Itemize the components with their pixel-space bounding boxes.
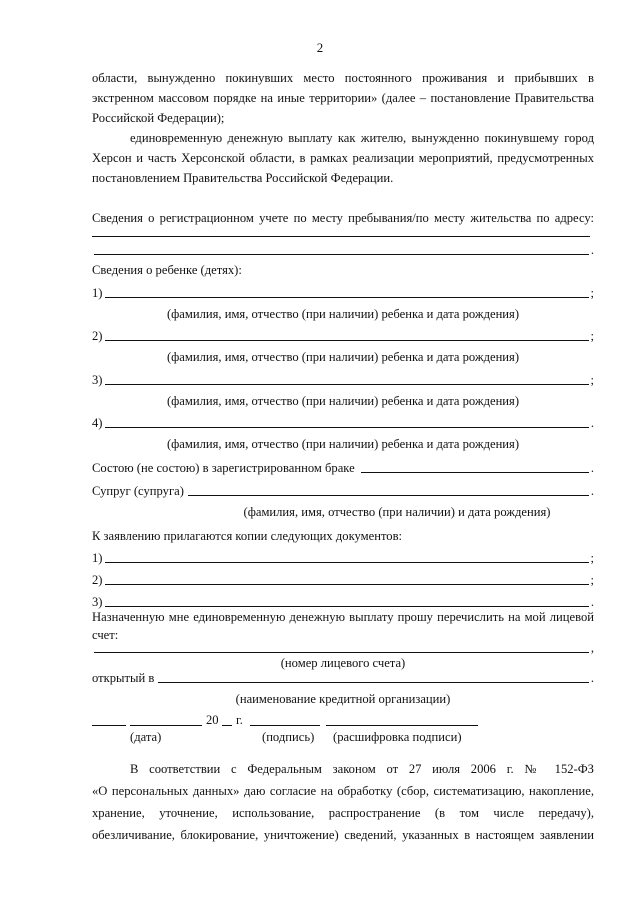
bank-caption: (наименование кредитной организации) (235, 692, 451, 706)
marriage-end: . (590, 461, 594, 475)
spouse-caption: (фамилия, имя, отчество (при наличии) и дата рождения) (243, 505, 551, 519)
payment-line2: счет: (92, 628, 119, 642)
registration-address-field-2[interactable] (94, 253, 589, 255)
document-num: 1) (92, 551, 103, 565)
registration-address-row-2 (92, 242, 594, 258)
child-row-2 (92, 328, 594, 344)
consent-line2: «О персональных данных» даю согласие на обработку (сбор, систематизацию, накопление, (92, 784, 594, 798)
document-num: 3) (92, 595, 103, 609)
document-row-1 (92, 550, 594, 566)
consent-line4: обезличивание, блокирование, уничтожение) сведений, указанных в настоящем заявлении (92, 828, 594, 842)
child-row-1 (92, 285, 594, 301)
document-field[interactable] (105, 561, 589, 563)
year-prefix: 20 (206, 713, 219, 727)
page-number: 2 (316, 40, 324, 55)
document-end: ; (590, 573, 594, 587)
document-end: ; (590, 551, 594, 565)
para1-line3: Российской Федерации); (92, 111, 225, 125)
child-row-3 (92, 372, 594, 388)
document-field[interactable] (105, 605, 589, 607)
child-end: ; (590, 329, 594, 343)
account-end: , (590, 641, 594, 655)
account-row (92, 640, 594, 656)
para1-line2: экстренном массовом порядке на иные территории» (далее – постановление Правительства (92, 91, 594, 105)
child-num: 1) (92, 286, 103, 300)
documents-label: К заявлению прилагаются копии следующих документов: (92, 529, 403, 543)
document-field[interactable] (105, 583, 589, 585)
children-label: Сведения о ребенке (детях): (92, 263, 242, 277)
account-number-field[interactable] (94, 651, 589, 653)
para2-line1: единовременную денежную выплату как жителю, вынужденно покинувшему город (130, 131, 594, 145)
child-field[interactable] (105, 426, 589, 428)
child-caption: (фамилия, имя, отчество (при наличии) ребенка и дата рождения) (166, 394, 520, 408)
registration-label: Сведения о регистрационном учете по месту пребывания/по месту жительства по адресу: (92, 211, 594, 225)
child-caption: (фамилия, имя, отчество (при наличии) ребенка и дата рождения) (166, 350, 520, 364)
document-end: . (590, 595, 594, 609)
signature-decoding-caption: (расшифровка подписи) (333, 730, 462, 744)
document-row-2 (92, 572, 594, 588)
opened-label: открытый в (92, 671, 155, 685)
signature-caption: (подпись) (262, 730, 315, 744)
child-field[interactable] (105, 339, 589, 341)
signature-decoding-field[interactable] (326, 725, 478, 726)
marriage-field[interactable] (361, 471, 589, 473)
spouse-field[interactable] (188, 494, 589, 496)
registration-address-field-1[interactable] (92, 236, 590, 237)
date-day-field[interactable] (92, 725, 126, 726)
consent-line1: В соответствии с Федеральным законом от 27 июля 2006 г. № 152-ФЗ (130, 762, 594, 776)
spouse-label: Супруг (супруга) (92, 484, 184, 498)
child-end: ; (590, 373, 594, 387)
para2-line2: Херсон и часть Херсонской области, в рамках реализации мероприятий, предусмотренных (92, 151, 594, 165)
date-year-field[interactable] (222, 725, 232, 726)
para1-line1: области, вынужденно покинувших место постоянного проживания и прибывших в (92, 71, 594, 85)
marriage-label: Состою (не состою) в зарегистрированном браке (92, 461, 355, 475)
spouse-end: . (590, 484, 594, 498)
child-num: 4) (92, 416, 103, 430)
consent-line3: хранение, уточнение, использование, распространение (в том числе передачу), (92, 806, 594, 820)
registration-end: . (590, 243, 594, 257)
spouse-row (92, 483, 594, 499)
date-month-field[interactable] (130, 725, 202, 726)
payment-line1: Назначенную мне единовременную денежную выплату прошу перечислить на мой лицевой (92, 610, 594, 624)
document-row-3 (92, 594, 594, 610)
signature-field[interactable] (250, 725, 320, 726)
child-end: . (590, 416, 594, 430)
opened-end: . (590, 671, 594, 685)
child-caption: (фамилия, имя, отчество (при наличии) ребенка и дата рождения) (166, 437, 520, 451)
child-row-4 (92, 415, 594, 431)
document-num: 2) (92, 573, 103, 587)
year-suffix: г. (236, 713, 243, 727)
child-num: 3) (92, 373, 103, 387)
bank-name-field[interactable] (158, 681, 589, 683)
bank-row (92, 670, 594, 686)
child-num: 2) (92, 329, 103, 343)
para2-line3: постановлением Правительства Российской Федерации. (92, 171, 394, 185)
child-field[interactable] (105, 296, 589, 298)
account-caption: (номер лицевого счета) (280, 656, 406, 670)
child-caption: (фамилия, имя, отчество (при наличии) ребенка и дата рождения) (166, 307, 520, 321)
child-field[interactable] (105, 383, 589, 385)
marriage-row (92, 460, 594, 476)
date-caption: (дата) (130, 730, 162, 744)
child-end: ; (590, 286, 594, 300)
